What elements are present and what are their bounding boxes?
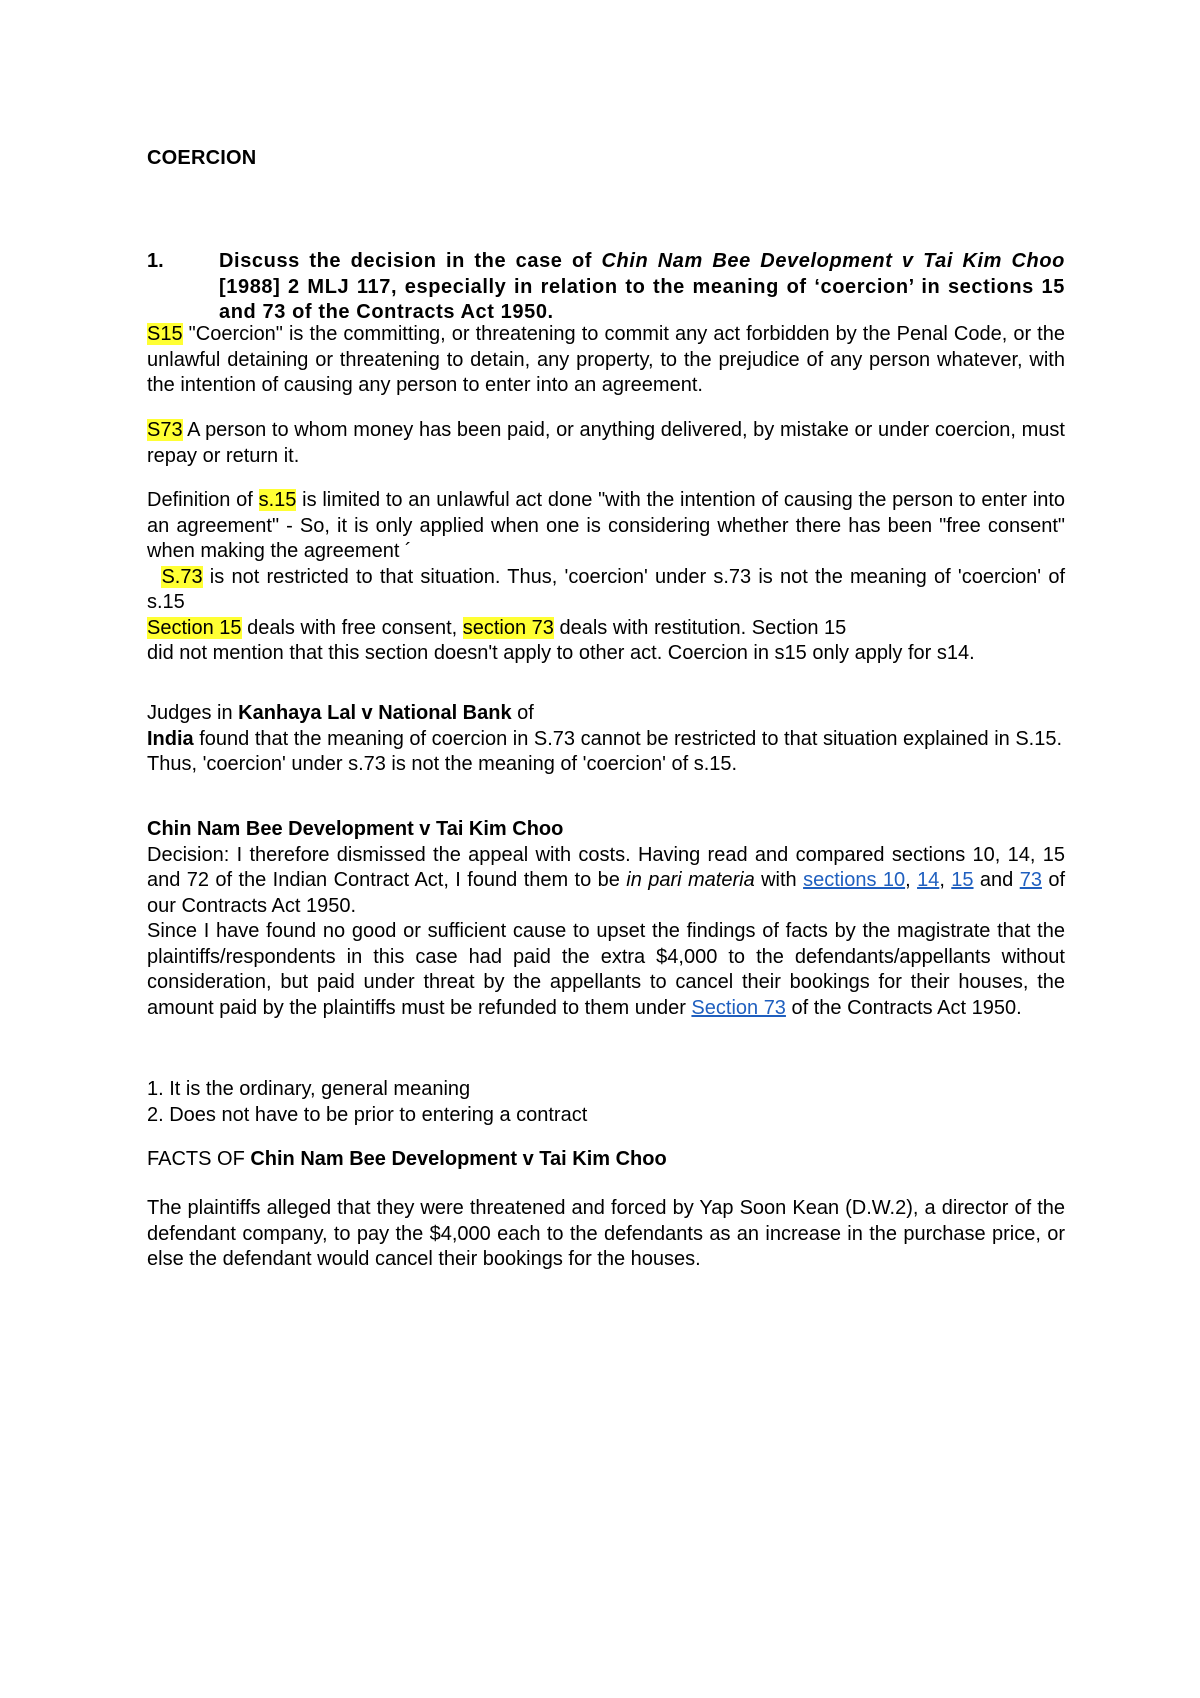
decision-case-title: Chin Nam Bee Development v Tai Kim Choo <box>147 818 564 840</box>
decision-text: of the Contracts Act 1950. <box>785 996 1022 1019</box>
facts-case-title: Chin Nam Bee Development v Tai Kim Choo <box>250 1148 667 1170</box>
case-name-india: India <box>147 727 194 750</box>
link-section-73[interactable]: 73 <box>1019 869 1042 891</box>
s15-paragraph <box>147 322 1065 399</box>
facts-heading <box>147 1147 1065 1173</box>
question-text-part: Discuss the decision in the case of <box>219 250 602 272</box>
definition-paragraph <box>147 488 1065 667</box>
page-title: COERCION <box>147 147 257 169</box>
highlight-s73: S73 <box>147 419 183 441</box>
question-text-part: [1988] 2 MLJ 117, especially in relation to the meaning of ‘coercion’ in sections 15 and 73 of the Contracts Act 1950. <box>219 275 1065 323</box>
s15-text: "Coercion" is the committing, or threatening to commit any act forbidden by the Penal Code, or the unlawful detaining or threatening to detain, any property, to the prejudice of any person whatever, with the intention of causing any person to enter into an agreement. <box>147 323 1065 396</box>
facts-paragraph <box>147 1196 1065 1273</box>
list-item: 1. It is the ordinary, general meaning <box>147 1078 471 1100</box>
decision-italic: in pari materia <box>626 869 755 891</box>
question-case-name: Chin Nam Bee Development v Tai Kim Choo <box>601 250 1065 272</box>
definition-text: is not restricted to that situation. Thus, 'coercion' under s.73 is not the meaning of 'coercion' of s.15 <box>147 565 1065 613</box>
highlight-section-15: Section 15 <box>147 616 242 639</box>
link-sections-10[interactable]: sections 10 <box>803 869 906 891</box>
points-list <box>147 1077 1065 1128</box>
s73-paragraph <box>147 418 1065 469</box>
decision-text: Decision: I therefore dismissed the appeal with costs. Having read and compared sections 10, 14, 15 and 72 of the Indian Contract Act, I found them to be <box>147 843 1065 891</box>
facts-label: FACTS OF <box>147 1148 251 1170</box>
decision-text: and <box>973 869 1020 891</box>
facts-text: The plaintiffs alleged that they were threatened and forced by Yap Soon Kean (D.W.2), a director of the defendant company, to pay the $4,000 each to the defendants as an increase in the purchase price, or else the defendant would cancel their bookings for the houses. <box>147 1197 1065 1270</box>
link-section-15[interactable]: 15 <box>951 869 974 891</box>
decision-text: with <box>754 869 804 891</box>
question-text <box>219 249 1065 326</box>
link-section-14[interactable]: 14 <box>917 869 940 891</box>
question-1 <box>147 249 1065 326</box>
judges-text: found that the meaning of coercion in S.73 cannot be restricted to that situation explained in S.15. <box>193 727 1063 750</box>
s73-text: A person to whom money has been paid, or anything delivered, by mistake or under coercion, must repay or return it. <box>147 419 1065 467</box>
definition-text: deals with restitution. Section 15 <box>553 616 847 639</box>
question-number: 1. <box>147 250 164 272</box>
judges-paragraph <box>147 701 1065 778</box>
judges-text: of <box>511 702 534 724</box>
link-section-73-act[interactable]: Section 73 <box>691 996 786 1019</box>
case-name-kanhaya: Kanhaya Lal v National Bank <box>238 702 512 724</box>
highlight-s15: S15 <box>147 323 183 345</box>
decision-text: , <box>905 869 918 891</box>
decision-text: , <box>939 869 952 891</box>
definition-text: Definition of <box>147 489 259 511</box>
definition-text: is limited to an unlawful act done "with the intention of causing the person to enter into an agreement" - So, it is only applied when one is considering whether there has been "free consent" when making the agreement ´ <box>147 489 1066 562</box>
decision-paragraph <box>147 817 1065 1021</box>
definition-text: did not mention that this section doesn't apply to other act. Coercion in s15 only apply for s14. <box>147 642 975 664</box>
decision-text: of our Contracts Act 1950. <box>147 869 1066 917</box>
highlight-section-73: section 73 <box>462 616 554 639</box>
highlight-s73-ref: S.73 <box>161 565 203 588</box>
definition-text: deals with free consent, <box>241 616 463 639</box>
judges-text: Thus, 'coercion' under s.73 is not the meaning of 'coercion' of s.15. <box>147 753 738 775</box>
list-item: 2. Does not have to be prior to entering a contract <box>147 1103 588 1126</box>
highlight-s15-ref: s.15 <box>258 489 297 511</box>
decision-text: Since I have found no good or sufficient cause to upset the findings of facts by the magistrate that the plaintiffs/respondents in this case had paid the extra $4,000 to the defendants/appellants without consideration, but paid under threat by the appellants to cancel their bookings for their houses, the amount paid by the plaintiffs must be refunded to them under <box>147 920 1065 1019</box>
judges-text: Judges in <box>147 702 239 724</box>
